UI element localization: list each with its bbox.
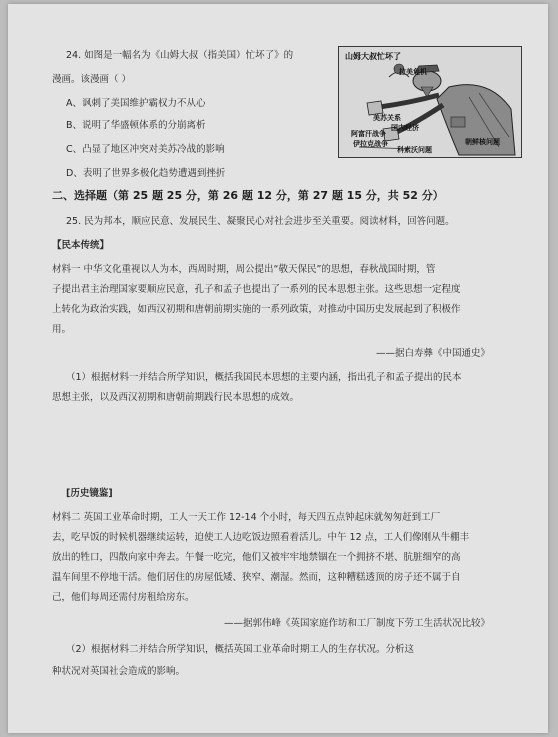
material-1-line4: 用。 (52, 324, 72, 335)
q24-option-b: B、说明了华盛顿体系的分崩离析 (66, 120, 206, 131)
cartoon-title: 山姆大叔忙坏了 (345, 52, 401, 61)
material-1-source: ——据白寿彝《中国通史》 (376, 348, 491, 359)
q25-intro: 25. 民为邦本，顺应民意、发展民生、凝聚民心对社会进步至关重要。阅读材料，回答问题。 (66, 216, 455, 227)
q25-tag-minben: 【民本传统】 (52, 240, 110, 251)
cartoon-label-6: 科索沃问题 (397, 146, 432, 154)
material-2-line3: 放出的牲口，四散向家中奔去。午餐一吃完，他们又被牢牢地禁锢在一个拥挤不堪、肮脏细窄的高 (52, 552, 461, 563)
q25-sub2-line2: 种状况对英国社会造成的影响。 (52, 666, 186, 677)
q25-sub1-line1: （1）根据材料一并结合所学知识，概括我国民本思想的主要内涵，指出孔子和孟子提出的民本 (66, 372, 462, 383)
q24-stem-line1: 24. 如图是一幅名为《山姆大叔（指美国）忙坏了》的 (66, 50, 294, 61)
material-2-line1: 材料二 英国工业革命时期，工人一天工作 12-14 个小时，每天四五点钟起床就匆匆赶到工厂 (52, 512, 441, 523)
material-1-line2: 子提出君主治理国家要顺应民意，孔子和孟子也提出了一系列的民本思想主张。这些思想一定程度 (52, 284, 461, 295)
q25-tag-jingjian: [历史镜鉴] (66, 488, 113, 499)
cartoon-label-4: 阿富汗战争 (351, 130, 386, 138)
cartoon-label-5: 伊拉克战争 (353, 140, 388, 148)
material-2-line2: 去，吃早饭的时候机器继续运转，迫使工人边吃饭边照看着活儿。中午 12 点，工人们像刚从牛棚丰 (52, 532, 470, 543)
q25-sub1-line2: 思想主张，以及西汉初期和唐朝前期践行民本思想的成效。 (52, 392, 300, 403)
cartoon-label-7: 朝鲜核问题 (465, 138, 500, 146)
section-2-heading: 二、选择题（第 25 题 25 分，第 26 题 12 分，第 27 题 15 分，共 52 分） (52, 189, 444, 202)
q24-option-d: D、表明了世界多极化趋势遭遇到挫折 (66, 168, 226, 179)
material-1-line3: 上转化为政治实践，如西汉初期和唐朝前期实施的一系列政策，对推动中国历史发展起到了积极作 (52, 304, 461, 315)
exam-page (8, 4, 548, 733)
cartoon-label-3: 国内经济 (391, 124, 419, 132)
q24-option-c: C、凸显了地区冲突对美苏冷战的影响 (66, 144, 225, 155)
material-2-line5: 己，他们每周还需付房租给房东。 (52, 592, 195, 603)
q24-option-a: A、讽刺了美国维护霸权力不从心 (66, 98, 206, 109)
q24-stem-line2: 漫画。该漫画（ ） (52, 74, 132, 85)
cartoon-label-2: 美苏关系 (373, 114, 401, 122)
cartoon-label-1: 拉美危机 (399, 68, 427, 76)
q24-cartoon-image (338, 46, 522, 158)
material-2-line4: 温车间里不停地干活。他们居住的房屋低矮、狭窄、潮湿。然而，这种糟糕透顶的房子还不属于自 (52, 572, 461, 583)
q25-sub2-line1: （2）根据材料二并结合所学知识，概括英国工业革命时期工人的生存状况。分析这 (66, 644, 415, 655)
material-1-line1: 材料一 中华文化重视以人为本，西周时期，周公提出“敬天保民”的思想，春秋战国时期，管 (52, 264, 436, 275)
material-2-source: ——据郭伟峰《英国家庭作坊和工厂制度下劳工生活状况比较》 (224, 618, 491, 629)
